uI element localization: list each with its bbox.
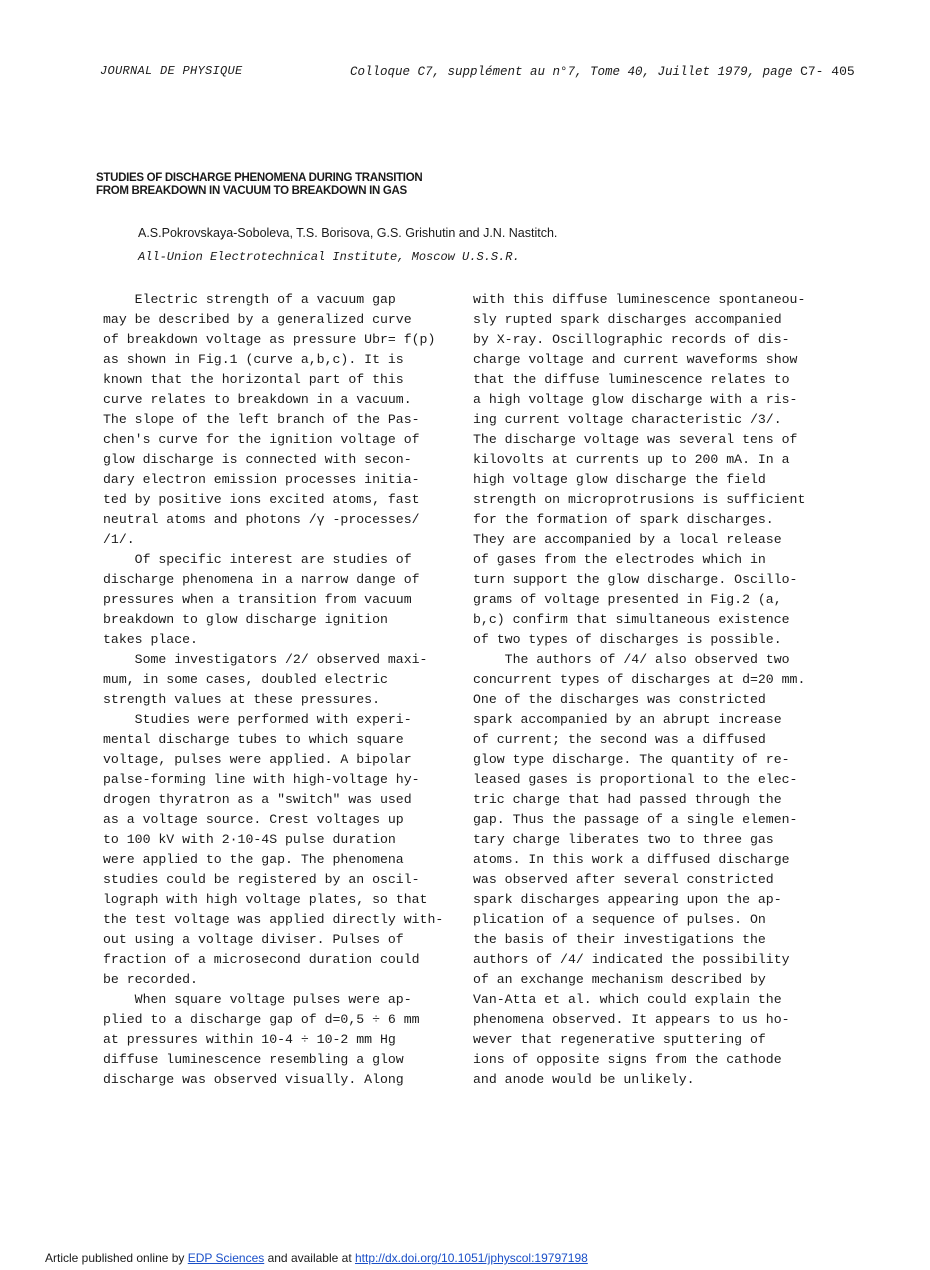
text-line: at pressures within 10-4 ÷ 10-2 mm Hg [103, 1032, 396, 1047]
text-line: When square voltage pulses were ap- [103, 992, 412, 1007]
edp-sciences-link[interactable]: EDP Sciences [187, 1251, 265, 1265]
text-line: lograph with high voltage plates, so that [103, 892, 428, 907]
text-line: phenomena observed. It appears to us ho- [473, 1012, 790, 1027]
text-line: atoms. In this work a diffused discharge [473, 852, 790, 867]
text-line: tary charge liberates two to three gas [473, 832, 774, 847]
doi-link[interactable]: http://dx.doi.org/10.1051/jphyscol:19797198 [354, 1251, 588, 1265]
text-line: kilovolts at currents up to 200 mA. In a [473, 452, 790, 467]
text-line: grams of voltage presented in Fig.2 (a, [473, 592, 782, 607]
text-line: /1/. [103, 532, 135, 547]
text-line: One of the discharges was constricted [473, 692, 766, 707]
text-line: discharge phenomena in a narrow dange of [103, 572, 420, 587]
text-line: mental discharge tubes to which square [103, 732, 404, 747]
text-line: studies could be registered by an oscil- [103, 872, 420, 887]
text-line: of breakdown voltage as pressure Ubr= f(p) [103, 332, 436, 347]
text-line: charge voltage and current waveforms show [473, 352, 798, 367]
text-line: was observed after several constricted [473, 872, 774, 887]
text-line: The slope of the left branch of the Pas- [103, 412, 420, 427]
citation-text: Colloque C7, supplément au n°7, Tome 40, Juillet 1979, page [350, 65, 801, 79]
text-line: for the formation of spark discharges. [473, 512, 774, 527]
text-line: of gases from the electrodes which in [473, 552, 766, 567]
text-line: Of specific interest are studies of [103, 552, 412, 567]
text-line: discharge was observed visually. Along [103, 1072, 404, 1087]
text-line: dary electron emission processes initia- [103, 472, 420, 487]
text-line: plication of a sequence of pulses. On [473, 912, 766, 927]
text-line: by X-ray. Oscillographic records of dis- [473, 332, 790, 347]
text-line: fraction of a microsecond duration could [103, 952, 420, 967]
text-line: glow type discharge. The quantity of re- [473, 752, 790, 767]
text-line: may be described by a generalized curve [103, 312, 412, 327]
text-line: gap. Thus the passage of a single elemen- [473, 812, 798, 827]
text-line: pressures when a transition from vacuum [103, 592, 412, 607]
text-line: ions of opposite signs from the cathode [473, 1052, 782, 1067]
text-line: mum, in some cases, doubled electric [103, 672, 388, 687]
title-line: STUDIES OF DISCHARGE PHENOMENA DURING TRANSITION [96, 172, 423, 184]
text-line: The authors of /4/ also observed two [473, 652, 790, 667]
text-line: high voltage glow discharge the field [473, 472, 766, 487]
text-line: of two types of discharges is possible. [473, 632, 782, 647]
text-line: strength values at these pressures. [103, 692, 380, 707]
text-line: be recorded. [103, 972, 198, 987]
text-line: known that the horizontal part of this [103, 372, 404, 387]
text-line: sly rupted spark discharges accompanied [473, 312, 782, 327]
text-line: palse-forming line with high-voltage hy- [103, 772, 420, 787]
text-line: the test voltage was applied directly with- [103, 912, 444, 927]
text-line: spark discharges appearing upon the ap- [473, 892, 782, 907]
text-line: Studies were performed with experi- [103, 712, 412, 727]
text-line: as shown in Fig.1 (curve a,b,c). It is [103, 352, 404, 367]
text-line: The discharge voltage was several tens of [473, 432, 798, 447]
page-number: C7- 405 [800, 64, 855, 79]
left-column [103, 290, 443, 1090]
text-line: wever that regenerative sputtering of [473, 1032, 766, 1047]
text-line: of an exchange mechanism described by [473, 972, 766, 987]
text-line: that the diffuse luminescence relates to [473, 372, 790, 387]
text-line: b,c) confirm that simultaneous existence [473, 612, 790, 627]
text-line: They are accompanied by a local release [473, 532, 782, 547]
text-line: voltage, pulses were applied. A bipolar [103, 752, 412, 767]
text-line: ted by positive ions excited atoms, fast [103, 492, 420, 507]
text-line: ing current voltage characteristic /3/. [473, 412, 782, 427]
text-line: authors of /4/ indicated the possibility [473, 952, 790, 967]
title-line: FROM BREAKDOWN IN VACUUM TO BREAKDOWN IN GAS [96, 185, 407, 197]
text-line: Some investigators /2/ observed maxi- [103, 652, 428, 667]
text-line: takes place. [103, 632, 198, 647]
text-line: Electric strength of a vacuum gap [103, 292, 396, 307]
text-line: strength on microprotrusions is sufficient [473, 492, 806, 507]
text-line: chen's curve for the ignition voltage of [103, 432, 420, 447]
authors: A.S.Pokrovskaya-Soboleva, T.S. Borisova, G.S. Grishutin and J.N. Nastitch. [138, 226, 558, 240]
text-line: out using a voltage diviser. Pulses of [103, 932, 404, 947]
text-line: spark accompanied by an abrupt increase [473, 712, 782, 727]
footer [45, 1251, 588, 1265]
text-line: concurrent types of discharges at d=20 mm. [473, 672, 806, 687]
text-line: glow discharge is connected with secon- [103, 452, 412, 467]
text-line: and anode would be unlikely. [473, 1072, 695, 1087]
text-line: breakdown to glow discharge ignition [103, 612, 388, 627]
text-line: leased gases is proportional to the elec- [473, 772, 798, 787]
journal-name: JOURNAL DE PHYSIQUE [100, 64, 243, 78]
text-line: of current; the second was a diffused [473, 732, 766, 747]
text-line: plied to a discharge gap of d=0,5 ÷ 6 mm [103, 1012, 420, 1027]
text-line: curve relates to breakdown in a vacuum. [103, 392, 412, 407]
text-line: Van-Atta et al. which could explain the [473, 992, 782, 1007]
text-line: as a voltage source. Crest voltages up [103, 812, 404, 827]
affiliation: All-Union Electrotechnical Institute, Moscow U.S.S.R. [138, 250, 520, 264]
footer-middle: and available at [264, 1251, 355, 1265]
text-line: the basis of their investigations the [473, 932, 766, 947]
colloque-citation [350, 64, 855, 79]
text-line: to 100 kV with 2·10-4S pulse duration [103, 832, 396, 847]
footer-prefix: Article published online by [45, 1251, 188, 1265]
text-line: with this diffuse luminescence spontaneou- [473, 292, 806, 307]
paper-title [96, 172, 422, 198]
text-line: tric charge that had passed through the [473, 792, 782, 807]
text-line: drogen thyratron as a "switch" was used [103, 792, 412, 807]
text-line: a high voltage glow discharge with a ris- [473, 392, 798, 407]
right-column [473, 290, 805, 1090]
text-line: were applied to the gap. The phenomena [103, 852, 404, 867]
text-line: diffuse luminescence resembling a glow [103, 1052, 404, 1067]
text-line: turn support the glow discharge. Oscillo- [473, 572, 798, 587]
text-line: neutral atoms and photons /γ -processes/ [103, 512, 420, 527]
